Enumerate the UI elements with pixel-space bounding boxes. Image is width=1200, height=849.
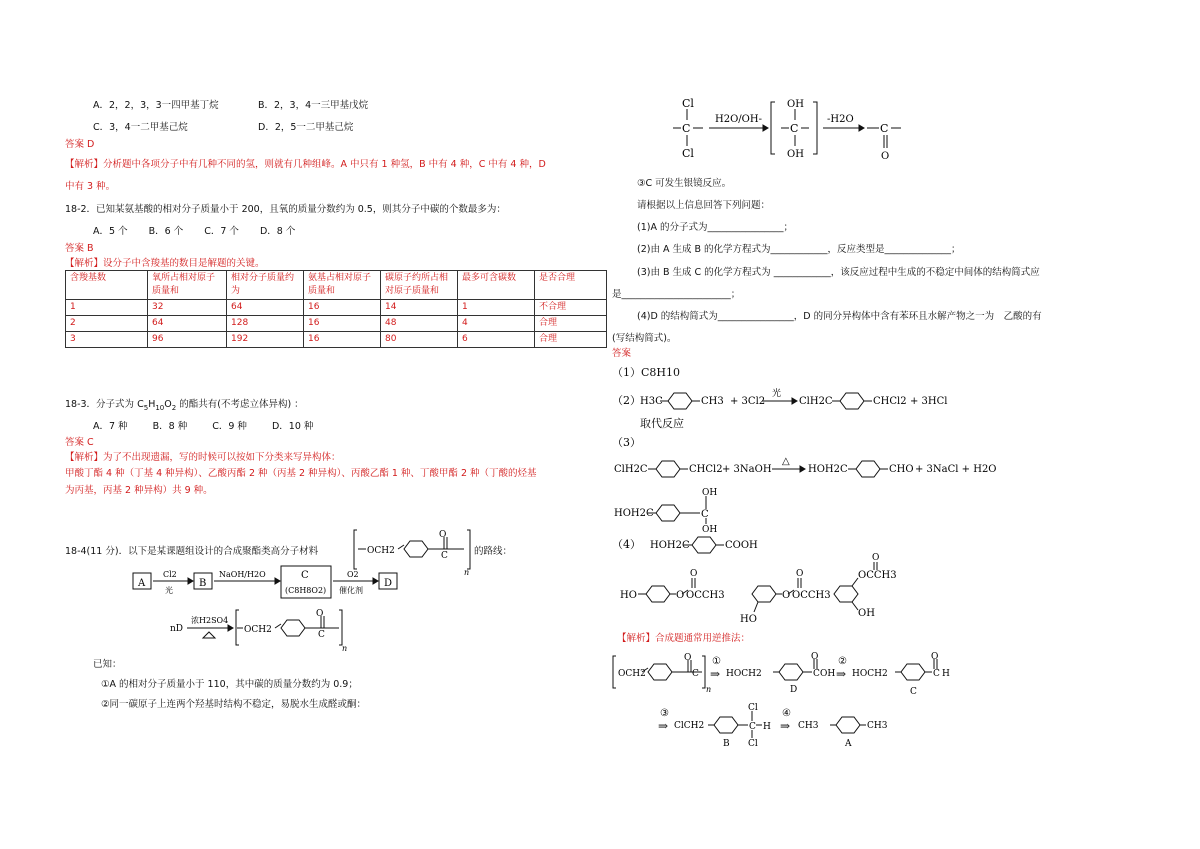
carbonyl-o-label: O — [316, 609, 324, 619]
known-3: ③C 可发生银镜反应。 — [637, 178, 732, 189]
q18-3-option-a: A．7 种 — [93, 421, 128, 432]
cl-label-bottom: Cl — [748, 739, 758, 749]
occh3-label: OCCH3 — [858, 570, 897, 581]
carbonyl-c-label: C — [318, 630, 325, 640]
compound-c-label: C — [910, 687, 917, 697]
answer-4-label: （4） — [612, 538, 641, 551]
clh2c-label: ClH2C — [614, 464, 648, 475]
q18-2-answer: 答案 B — [65, 243, 94, 254]
oh-label: OH — [820, 669, 836, 679]
occh3-label: OCCH3 — [686, 590, 725, 601]
h-label: H — [763, 722, 771, 732]
table-row — [66, 332, 607, 348]
c-label: C — [701, 509, 709, 520]
clch2-label: ClCH2 — [674, 721, 705, 731]
och2-label: OCH2 — [367, 546, 395, 556]
q17-answer: 答案 D — [65, 139, 95, 150]
occh3-label: OCCH3 — [792, 590, 831, 601]
table-header-row — [66, 271, 607, 300]
h-label: H — [942, 669, 950, 679]
carbonyl-o-label: O — [690, 569, 698, 579]
retro-arrow: ⇒ — [836, 667, 847, 681]
table-cell: 不合理 — [535, 300, 607, 316]
route-h2so4-reagent: 浓H2SO4 — [191, 616, 229, 625]
q18-3-option-c: C．9 种 — [212, 421, 247, 432]
q18-3-analysis-line3: 为丙基，丙基 2 种异构）共 9 种。 — [65, 485, 213, 496]
table-cell: 3 — [66, 332, 148, 348]
gem-diol-dehydration-scheme — [665, 92, 915, 164]
plus-3nacl-label: + 3NaCl + H2O — [915, 464, 997, 475]
q17-option-c: C．3，4一二甲基己烷 — [93, 122, 188, 133]
carbonyl-o-label: O — [872, 553, 880, 563]
table-cell: 6 — [458, 332, 535, 348]
q18-3-stem-sub: 2 — [171, 403, 177, 412]
retro-arrow: ⇒ — [780, 719, 791, 733]
q18-3-stem-part: 的酯共有(不考虑立体异构) ： — [176, 399, 304, 410]
cooh-label: COOH — [725, 540, 758, 551]
table-header-cell: 最多可含碳数 — [458, 271, 535, 300]
route-light-condition: 光 — [165, 586, 173, 595]
answer-1: （1）C8H10 — [612, 366, 681, 379]
question-3-line2: 是_______________________； — [612, 289, 741, 300]
table-row — [66, 300, 607, 316]
retro-arrow: ⇒ — [710, 667, 721, 681]
step-2-label: ② — [838, 656, 847, 667]
q18-2-option-a: A．5 个 — [93, 226, 128, 237]
known-label: 已知： — [93, 659, 122, 670]
table-header-cell: 含羧基数 — [66, 271, 148, 300]
q18-3-analysis-line2: 甲酸丁酯 4 种（丁基 4 种异构）、乙酸丙酯 2 种（丙基 2 种异构）、丙酸乙酯 1 种、丁酸甲酯 2 种（丁酸的烃基 — [65, 468, 537, 479]
table-cell: 48 — [381, 316, 458, 332]
table-cell: 32 — [148, 300, 227, 316]
o-label: O — [881, 151, 890, 162]
cho-label: CHO — [889, 464, 914, 475]
table-cell: 合理 — [535, 332, 607, 348]
ch3-label: CH3 — [798, 721, 819, 731]
oh-label-bottom: OH — [702, 525, 718, 532]
plus-3hcl-label: + 3HCl — [910, 396, 948, 407]
q18-3-options — [93, 420, 313, 434]
carbonyl-c-label: C — [441, 551, 448, 561]
o-label: O — [676, 590, 685, 601]
carbonyl-c-label: C — [813, 669, 820, 679]
repeat-n-label: n — [464, 568, 470, 577]
q17-option-a: A．2，2，3，3一四甲基丁烷 — [93, 100, 219, 111]
q18-2-option-c: C．7 个 — [204, 226, 239, 237]
heat-condition: △ — [782, 456, 790, 467]
och2-label: OCH2 — [244, 625, 272, 635]
retro-arrow: ⇒ — [658, 719, 669, 733]
carbonyl-c-label: C — [692, 669, 699, 679]
carboxyl-table — [65, 270, 607, 348]
hoh2c-label: HOH2C — [614, 508, 654, 519]
route-box-c: C — [301, 570, 309, 581]
oh-label: OH — [858, 608, 875, 619]
q18-3-stem-sub: 5 — [143, 403, 149, 412]
o-label: O — [782, 590, 791, 601]
carbonyl-c-label: C — [933, 669, 940, 679]
answer-3-equation — [612, 432, 1012, 532]
answer-2-label: （2） — [612, 394, 641, 407]
compound-d-label: D — [790, 685, 798, 695]
table-cell: 64 — [227, 300, 304, 316]
table-cell: 16 — [304, 300, 381, 316]
q18-3-option-d: D．10 种 — [271, 421, 314, 432]
q18-3-stem-part: O — [164, 399, 172, 410]
q17-option-d: D．2，5一二甲基己烷 — [258, 122, 354, 133]
route-catalyst-condition: 催化剂 — [339, 586, 363, 595]
table-row — [66, 316, 607, 332]
q18-4-stem-part1: 18-4(11 分)．以下是某课题组设计的合成聚酯类高分子材料 — [65, 546, 319, 557]
q18-2-analysis: 【解析】设分子中含羧基的数目是解题的关键。 — [65, 258, 265, 269]
step-1-label: ① — [712, 656, 721, 667]
q18-3-stem-part: H — [148, 399, 156, 410]
retrosynthesis-scheme — [612, 650, 982, 760]
table-cell: 16 — [304, 332, 381, 348]
clh2c-label: ClH2C — [799, 396, 833, 407]
q18-3-analysis-line1: 【解析】为了不出现遗漏，写的时候可以按如下分类来写异构体： — [65, 452, 341, 463]
q18-3-answer: 答案 C — [65, 437, 94, 448]
question-4-line2: (写结构简式)。 — [612, 333, 677, 344]
cl-label-top: Cl — [748, 703, 758, 713]
route-nd-label: nD — [170, 624, 184, 634]
c-label: C — [790, 122, 799, 135]
cl-label-bottom: Cl — [682, 147, 694, 160]
step-3-label: ③ — [660, 708, 669, 719]
compound-a-label: A — [845, 739, 852, 749]
carbonyl-o-label: O — [796, 569, 804, 579]
q18-3-option-b: B．8 种 — [152, 421, 188, 432]
q18-3-stem — [65, 398, 304, 415]
question-3-line1: (3)由 B 生成 C 的化学方程式为 ____________，该反应过程中生成的不稳定中间体的结构简式应 — [637, 267, 1040, 278]
chcl2-label: CHCl2 — [689, 464, 723, 475]
question-4-line1: (4)D 的结构简式为________________，D 的同分异构体中含有苯环且水解产物之一为 乙酸的有 — [637, 311, 1042, 322]
h3c-label: H3C — [640, 396, 663, 407]
carbonyl-o-label: O — [811, 652, 819, 662]
table-cell: 128 — [227, 316, 304, 332]
retro-analysis-label: 【解析】合成题通常用逆推法： — [617, 633, 751, 644]
route-c-formula: (C8H8O2) — [285, 586, 327, 595]
hoh2c-label: HOH2C — [808, 464, 848, 475]
known-1: ①A 的相对分子质量小于 110，其中碳的质量分数约为 0.9； — [101, 679, 358, 690]
carbonyl-o-label: O — [439, 530, 447, 540]
oh-label-top: OH — [702, 488, 718, 498]
c-label: C — [682, 122, 691, 135]
route-box-d: D — [384, 578, 393, 589]
route-box-b: B — [199, 578, 207, 589]
table-cell: 合理 — [535, 316, 607, 332]
q18-3-stem-part: 18-3．分子式为 C — [65, 399, 144, 410]
cl-label-top: Cl — [682, 97, 694, 110]
h2o-oh-reagent: H2O/OH- — [715, 114, 762, 125]
table-header-cell: 碳原子约所占相对原子质量和 — [381, 271, 458, 300]
answer-2-equation — [612, 382, 962, 432]
oh-label-bottom: OH — [787, 149, 804, 160]
answer-4-structures — [612, 530, 912, 630]
table-header-cell: 氨基占相对原子质量和 — [304, 271, 381, 300]
answer-label: 答案 — [612, 348, 632, 359]
c-label: C — [749, 722, 756, 732]
ch3-label: CH3 — [867, 721, 888, 731]
table-cell: 192 — [227, 332, 304, 348]
table-cell: 4 — [458, 316, 535, 332]
question-2: (2)由 A 生成 B 的化学方程式为____________，反应类型是______________； — [637, 244, 961, 255]
q17-analysis-line2: 中有 3 种。 — [65, 181, 116, 192]
table-cell: 2 — [66, 316, 148, 332]
ch3-label: CH3 — [701, 396, 724, 407]
q17-analysis-line1: 【解析】分析题中各项分子中有几种不同的氢，则就有几种组峰。A 中只有 1 种氢，B 中有 4 种，C 中有 4 种，D — [65, 159, 546, 170]
table-header-cell: 氧所占相对原子质量和 — [148, 271, 227, 300]
q17-option-b: B．2，3，4一三甲基戊烷 — [258, 100, 369, 111]
question-prompt: 请根据以上信息回答下列问题： — [637, 200, 771, 211]
plus-3naoh-label: + 3NaOH — [722, 464, 772, 475]
q18-4-stem-part2: 的路线： — [474, 546, 513, 557]
table-cell: 96 — [148, 332, 227, 348]
repeat-n-label: n — [342, 644, 348, 653]
hoh2c-label: HOH2C — [650, 540, 690, 551]
hoch2-label: HOCH2 — [726, 669, 762, 679]
reaction-type: 取代反应 — [640, 417, 684, 430]
compound-b-label: B — [723, 739, 730, 749]
carbonyl-o-label: O — [684, 653, 692, 663]
table-cell: 1 — [458, 300, 535, 316]
q18-2-option-b: B．6 个 — [148, 226, 184, 237]
table-cell: 14 — [381, 300, 458, 316]
och2-label: OCH2 — [618, 669, 646, 679]
route-box-a: A — [138, 578, 146, 589]
carbonyl-o-label: O — [931, 652, 939, 662]
chcl2-label: CHCl2 — [873, 396, 907, 407]
step-4-label: ④ — [782, 708, 791, 719]
q18-2-stem: 18-2．已知某氨基酸的相对分子质量小于 200，且氧的质量分数约为 0.5，则其分子中碳的个数最多为： — [65, 204, 506, 215]
c-label: C — [880, 122, 889, 135]
table-cell: 64 — [148, 316, 227, 332]
ho-label: HO — [620, 590, 637, 601]
known-2: ②同一碳原子上连两个羟基时结构不稳定，易脱水生成醛或酮： — [101, 699, 367, 710]
oh-label-top: OH — [787, 99, 804, 110]
table-cell: 1 — [66, 300, 148, 316]
question-1: (1)A 的分子式为________________； — [637, 222, 793, 233]
hoch2-label: HOCH2 — [852, 669, 888, 679]
route-o2-reagent: O2 — [347, 570, 359, 579]
table-cell: 16 — [304, 316, 381, 332]
table-header-cell: 是否合理 — [535, 271, 607, 300]
plus-3cl2-label: + 3Cl2 — [730, 396, 766, 407]
route-cl2-reagent: Cl2 — [163, 570, 177, 579]
light-condition: 光 — [772, 389, 782, 399]
synthesis-route-diagram — [125, 565, 415, 655]
q18-2-option-d: D．8 个 — [259, 226, 296, 237]
table-cell: 80 — [381, 332, 458, 348]
ho-label: HO — [740, 614, 757, 625]
q18-2-options — [93, 225, 295, 239]
table-header-cell: 相对分子质量约为 — [227, 271, 304, 300]
minus-h2o-label: -H2O — [827, 114, 854, 125]
answer-3-label: （3） — [612, 436, 641, 449]
route-naoh-reagent: NaOH/H2O — [219, 570, 266, 579]
repeat-n-label: n — [706, 685, 712, 694]
q18-3-stem-sub: 10 — [155, 403, 165, 412]
